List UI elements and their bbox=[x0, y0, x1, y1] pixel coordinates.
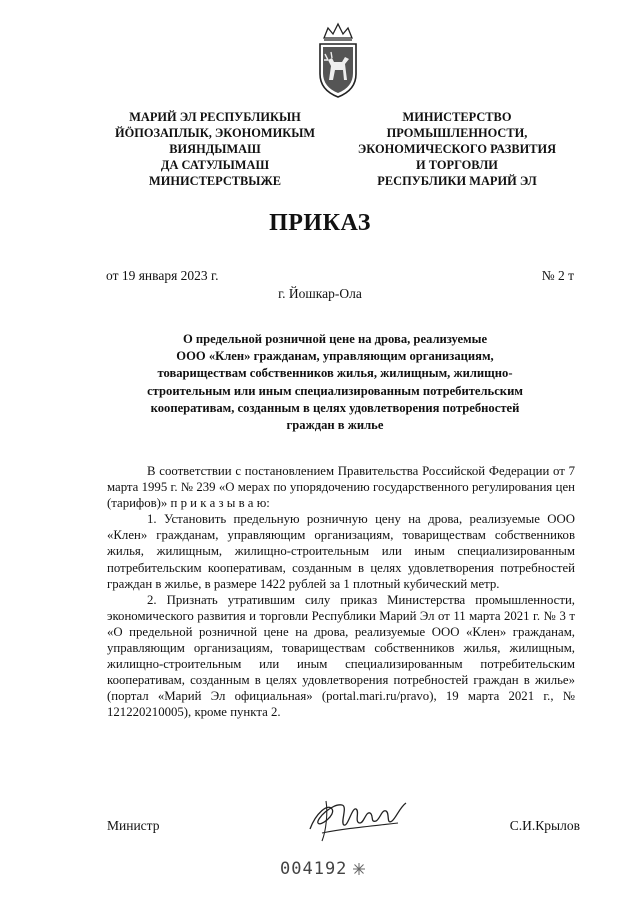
subject-line: ООО «Клен» гражданам, управляющим организациям, bbox=[176, 349, 494, 364]
subject-line: О предельной розничной цене на дрова, реализуемые bbox=[182, 332, 488, 346]
subject-line: кооперативам, созданным в целях удовлетворения потребностей bbox=[150, 400, 520, 415]
signer-name: С.И.Крылов bbox=[509, 818, 580, 833]
body-paragraph-item-2: 2. Признать утратившим силу приказ Министерства промышленности, экономического развития и торговли Республики Марий Эл от 11 марта 2021 г. № 3 т «О предельной розничной цене на дрова, реализуемые ООО «Клен» гражданам, управляющим организациям, товариществам собственников жилья, жилищным, жилищно-строительным или иным специализированным потребительским кооперативам, созданным в целях удовлетворения потребностей граждан в жилье» (портал «Марий Эл официальная» (portal.mari.ru/pravo), 19 марта 2021 г., № 121220210005), кроме пункта 2. bbox=[107, 592, 575, 720]
order-body bbox=[107, 463, 575, 721]
header-left-line: ВИЯНДЫМАШ bbox=[169, 142, 261, 156]
header-left-line: МИНИСТЕРСТВЫЖЕ bbox=[149, 174, 281, 188]
header-right-line: МИНИСТЕРСТВО bbox=[402, 110, 512, 124]
header-right-line: РЕСПУБЛИКИ МАРИЙ ЭЛ bbox=[377, 174, 537, 188]
handwritten-signature bbox=[302, 793, 412, 845]
body-paragraph-preamble: В соответствии с постановлением Правительства Российской Федерации от 7 марта 1995 г. № 239 «О мерах по упорядочению государственного регулирования цен (тарифов)» п р и к а з ы в а ю: bbox=[107, 464, 575, 511]
subject-line: товариществам собственников жилья, жилищным, жилищно- bbox=[157, 366, 513, 381]
asterisk-seal-icon bbox=[352, 862, 366, 876]
header-left-line: ЙӦПОЗАПЛЫК, ЭКОНОМИКЫМ bbox=[114, 126, 316, 140]
signer-position: Министр bbox=[107, 818, 160, 833]
header-left bbox=[110, 109, 320, 189]
header-right bbox=[332, 109, 582, 189]
subject-line: граждан в жилье bbox=[286, 418, 384, 433]
body-paragraph-item-1: 1. Установить предельную розничную цену на дрова, реализуемые ООО «Клен» гражданам, управляющим организациям, товариществам собственников жилья, жилищным, жилищно-строительным или иным специализированным потребительским кооперативам, созданным в целях удовлетворения потребностей граждан в жилье, в размере 1422 рублей за 1 плотный кубический метр. bbox=[107, 512, 575, 591]
subject-line: строительным или иным специализированным потребительским bbox=[147, 383, 523, 398]
header-left-line: МАРИЙ ЭЛ РЕСПУБЛИКЫН bbox=[129, 110, 301, 124]
order-city: г. Йошкар-Ола bbox=[278, 286, 362, 301]
header-left-line: ДА САТУЛЫМАШ bbox=[160, 158, 270, 172]
order-number: № 2 т bbox=[541, 268, 574, 283]
document-title: ПРИКАЗ bbox=[269, 210, 371, 236]
order-date: от 19 января 2023 г. bbox=[106, 268, 219, 283]
order-subject bbox=[104, 331, 566, 434]
header-right-line: ЭКОНОМИЧЕСКОГО РАЗВИТИЯ bbox=[357, 142, 557, 156]
header-right-line: И ТОРГОВЛИ bbox=[416, 158, 498, 172]
coat-of-arms-icon bbox=[314, 20, 362, 100]
header-right-line: ПРОМЫШЛЕННОСТИ, bbox=[386, 126, 528, 140]
serial-number: 004192 bbox=[280, 859, 348, 879]
